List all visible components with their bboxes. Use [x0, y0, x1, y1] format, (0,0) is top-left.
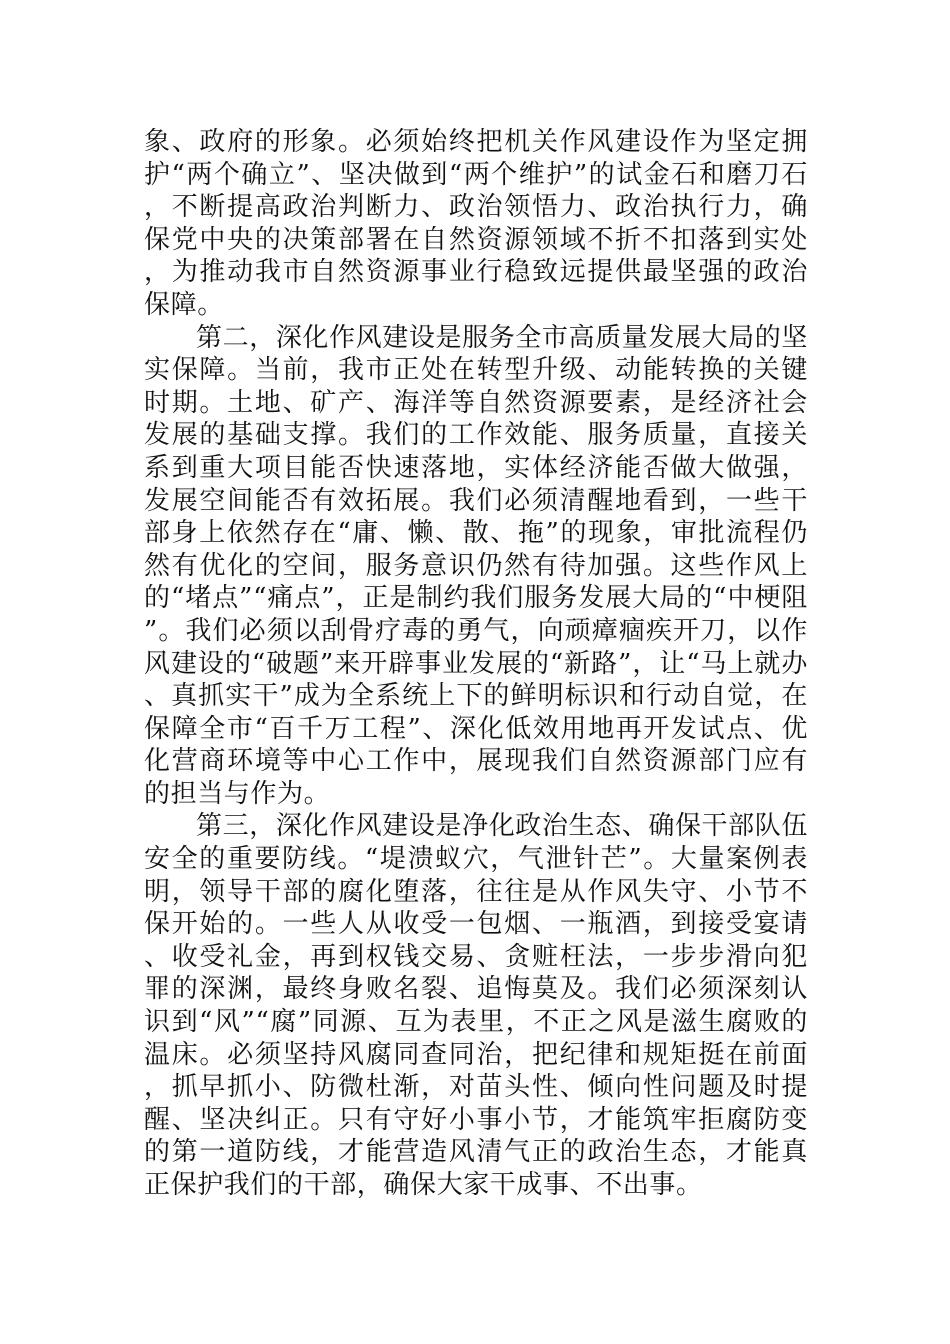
paragraph-second-point: 第二，深化作风建设是服务全市高质量发展大局的坚实保障。当前，我市正处在转型升级、动能转换的关键时期。土地、矿产、海洋等自然资源要素，是经济社会发展的基础支撑。我们的工作效能、服务质量，直接关系到重大项目能否快速落地，实体经济能否做大做强，发展空间能否有效拓展。我们必须清醒地看到，一些干部身上依然存在“庸、懒、散、拖”的现象，审批流程仍然有优化的空间，服务意识仍然有待加强。这些作风上的“堵点”“痛点”，正是制约我们服务发展大局的“中梗阻”。我们必须以刮骨疗毒的勇气，向顽瘴痼疾开刀，以作风建设的“破题”来开辟事业发展的“新路”，让“马上就办、真抓实干”成为全系统上下的鲜明标识和行动自觉，在保障全市“百千万工程”、深化低效用地再开发试点、优化营商环境等中心工作中，展现我们自然资源部门应有的担当与作为。 — [144, 322, 808, 809]
document-page — [144, 126, 808, 1202]
paragraph-continuation: 象、政府的形象。必须始终把机关作风建设作为坚定拥护“两个确立”、坚决做到“两个维护”的试金石和磨刀石，不断提高政治判断力、政治领悟力、政治执行力，确保党中央的决策部署在自然资源领域不折不扣落到实处，为推动我市自然资源事业行稳致远提供最坚强的政治保障。 — [144, 127, 808, 320]
paragraph-third-point: 第三，深化作风建设是净化政治生态、确保干部队伍安全的重要防线。“堤溃蚁穴，气泄针芒”。大量案例表明，领导干部的腐化堕落，往往是从作风失守、小节不保开始的。一些人从收受一包烟、一瓶酒，到接受宴请、收受礼金，再到权钱交易、贪赃枉法，一步步滑向犯罪的深渊，最终身败名裂、追悔莫及。我们必须深刻认识到“风”“腐”同源、互为表里，不正之风是滋生腐败的温床。必须坚持风腐同查同治，把纪律和规矩挺在前面，抓早抓小、防微杜渐，对苗头性、倾向性问题及时提醒、坚决纠正。只有守好小事小节，才能筑牢拒腐防变的第一道防线，才能营造风清气正的政治生态，才能真正保护我们的干部，确保大家干成事、不出事。 — [144, 811, 808, 1200]
